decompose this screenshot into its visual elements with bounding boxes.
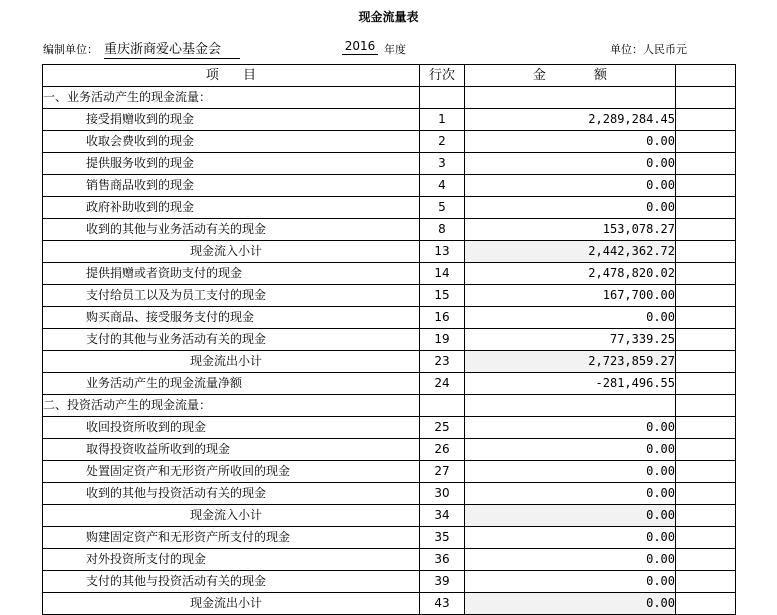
extra-cell	[676, 439, 736, 461]
row-number: 19	[420, 329, 465, 351]
table-row	[43, 439, 736, 461]
table-row	[43, 131, 736, 153]
row-number: 13	[420, 241, 465, 263]
section-row	[43, 395, 736, 417]
row-item: 处置固定资产和无形资产所收回的现金	[43, 461, 420, 483]
cash-flow-table	[42, 64, 736, 615]
table-row	[43, 175, 736, 197]
extra-cell	[676, 395, 736, 417]
currency-unit: 单位：人民币元	[610, 43, 687, 56]
row-item: 政府补助收到的现金	[43, 197, 420, 219]
row-amount: 0.00	[465, 417, 676, 439]
subtotal-row	[43, 241, 736, 263]
row-amount: 2,442,362.72	[465, 241, 676, 263]
year-label: 年度	[384, 43, 406, 56]
subtotal-row	[43, 593, 736, 615]
row-number: 4	[420, 175, 465, 197]
extra-cell	[676, 549, 736, 571]
row-amount	[465, 87, 676, 109]
row-item: 收到的其他与业务活动有关的现金	[43, 219, 420, 241]
row-amount: 0.00	[465, 153, 676, 175]
extra-cell	[676, 593, 736, 615]
section-row	[43, 87, 736, 109]
row-number: 30	[420, 483, 465, 505]
row-amount: 0.00	[465, 307, 676, 329]
unit-label: 编制单位：	[43, 43, 98, 56]
row-amount: -281,496.55	[465, 373, 676, 395]
table-row	[43, 549, 736, 571]
extra-cell	[676, 197, 736, 219]
extra-cell	[676, 87, 736, 109]
row-number: 43	[420, 593, 465, 615]
table-row	[43, 527, 736, 549]
row-item: 支付的其他与业务活动有关的现金	[43, 329, 420, 351]
unit-value: 重庆浙商爱心基金会	[104, 38, 240, 59]
row-number: 39	[420, 571, 465, 593]
row-number: 8	[420, 219, 465, 241]
row-amount: 0.00	[465, 549, 676, 571]
extra-cell	[676, 461, 736, 483]
row-number: 14	[420, 263, 465, 285]
row-number: 23	[420, 351, 465, 373]
row-number: 24	[420, 373, 465, 395]
header-row-no: 行次	[420, 65, 465, 87]
row-amount: 153,078.27	[465, 219, 676, 241]
row-amount: 0.00	[465, 461, 676, 483]
row-item: 现金流出小计	[43, 351, 420, 373]
extra-cell	[676, 351, 736, 373]
extra-cell	[676, 285, 736, 307]
header-amount: 金 额	[465, 65, 676, 87]
row-amount: 2,478,820.02	[465, 263, 676, 285]
row-amount: 77,339.25	[465, 329, 676, 351]
extra-cell	[676, 219, 736, 241]
row-amount: 0.00	[465, 483, 676, 505]
row-item: 现金流出小计	[43, 593, 420, 615]
row-item: 支付给员工以及为员工支付的现金	[43, 285, 420, 307]
table-row	[43, 263, 736, 285]
subtotal-row	[43, 505, 736, 527]
extra-cell	[676, 373, 736, 395]
row-item: 业务活动产生的现金流量净额	[43, 373, 420, 395]
row-amount	[465, 395, 676, 417]
row-number: 35	[420, 527, 465, 549]
table-header-row	[43, 65, 736, 87]
row-item: 销售商品收到的现金	[43, 175, 420, 197]
extra-cell	[676, 329, 736, 351]
extra-cell	[676, 527, 736, 549]
row-item: 二、投资活动产生的现金流量：	[43, 395, 420, 417]
row-number: 26	[420, 439, 465, 461]
table-row	[43, 219, 736, 241]
row-amount: 0.00	[465, 131, 676, 153]
row-number: 27	[420, 461, 465, 483]
table-row	[43, 197, 736, 219]
table-row	[43, 285, 736, 307]
header-item: 项 目	[43, 65, 420, 87]
net-amount-row	[43, 373, 736, 395]
row-number: 25	[420, 417, 465, 439]
row-amount: 0.00	[465, 571, 676, 593]
row-amount: 0.00	[465, 527, 676, 549]
row-number: 3	[420, 153, 465, 175]
extra-cell	[676, 483, 736, 505]
row-amount: 0.00	[465, 197, 676, 219]
row-amount: 0.00	[465, 505, 676, 527]
table-row	[43, 329, 736, 351]
row-item: 收取会费收到的现金	[43, 131, 420, 153]
row-number: 15	[420, 285, 465, 307]
table-row	[43, 109, 736, 131]
row-number: 34	[420, 505, 465, 527]
row-number: 2	[420, 131, 465, 153]
row-number: 5	[420, 197, 465, 219]
row-item: 接受捐赠收到的现金	[43, 109, 420, 131]
row-amount: 167,700.00	[465, 285, 676, 307]
row-item: 取得投资收益所收到的现金	[43, 439, 420, 461]
row-item: 购建固定资产和无形资产所支付的现金	[43, 527, 420, 549]
row-item: 收到的其他与投资活动有关的现金	[43, 483, 420, 505]
subtotal-row	[43, 351, 736, 373]
extra-cell	[676, 417, 736, 439]
row-number	[420, 87, 465, 109]
header-extra-cell	[676, 65, 736, 87]
table-row	[43, 417, 736, 439]
table-row	[43, 307, 736, 329]
extra-cell	[676, 505, 736, 527]
row-number: 36	[420, 549, 465, 571]
extra-cell	[676, 175, 736, 197]
extra-cell	[676, 307, 736, 329]
row-item: 一、业务活动产生的现金流量：	[43, 87, 420, 109]
extra-cell	[676, 131, 736, 153]
row-item: 提供服务收到的现金	[43, 153, 420, 175]
row-item: 收回投资所收到的现金	[43, 417, 420, 439]
table-row	[43, 483, 736, 505]
row-amount: 2,289,284.45	[465, 109, 676, 131]
row-amount: 2,723,859.27	[465, 351, 676, 373]
table-row	[43, 153, 736, 175]
extra-cell	[676, 241, 736, 263]
extra-cell	[676, 571, 736, 593]
row-item: 支付的其他与投资活动有关的现金	[43, 571, 420, 593]
year-value: 2016	[342, 39, 378, 55]
extra-cell	[676, 153, 736, 175]
row-amount: 0.00	[465, 439, 676, 461]
extra-cell	[676, 263, 736, 285]
row-amount: 0.00	[465, 175, 676, 197]
row-item: 对外投资所支付的现金	[43, 549, 420, 571]
report-title: 现金流量表	[358, 10, 419, 24]
table-row	[43, 571, 736, 593]
extra-cell	[676, 109, 736, 131]
row-number: 16	[420, 307, 465, 329]
row-item: 现金流入小计	[43, 241, 420, 263]
table-row	[43, 461, 736, 483]
row-amount: 0.00	[465, 593, 676, 615]
row-number	[420, 395, 465, 417]
row-item: 购买商品、接受服务支付的现金	[43, 307, 420, 329]
row-number: 1	[420, 109, 465, 131]
row-item: 现金流入小计	[43, 505, 420, 527]
row-item: 提供捐赠或者资助支付的现金	[43, 263, 420, 285]
